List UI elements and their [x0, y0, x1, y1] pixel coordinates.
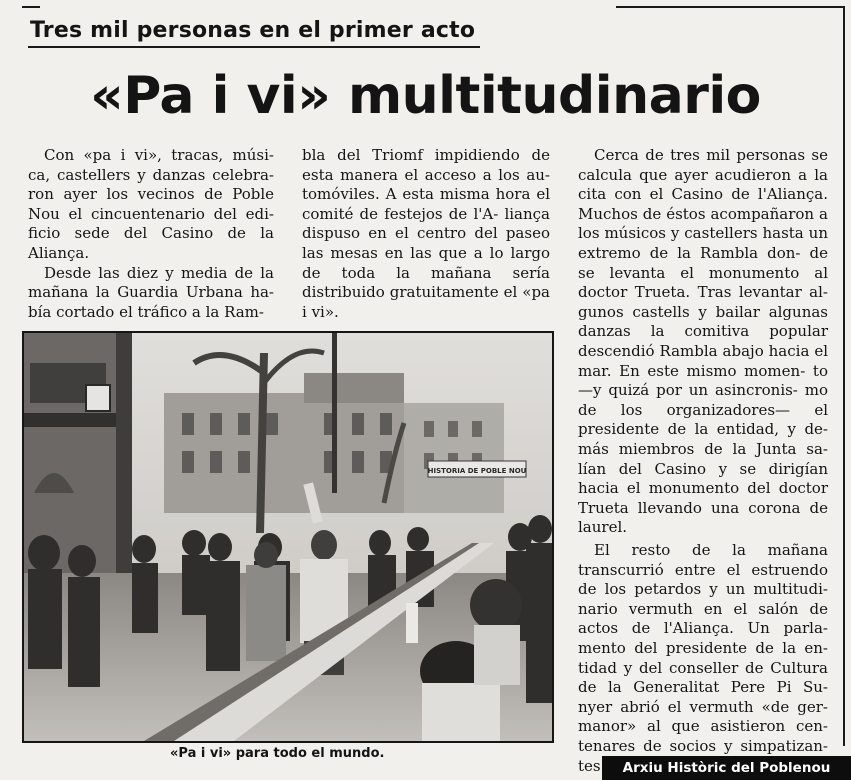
paragraph: bla del Triomf impidiendo de esta manera el acceso a los au- tomóviles. A esta misma hora el comité de festejos de l'A- liança dispuso en el centro del paseo las mesas en las que a lo largo de toda la mañana sería distribuido gratuitamente el «pa i vi». [302, 146, 550, 321]
photo-illustration [24, 333, 552, 741]
photo-banner-text: HISTORIA DE POBLE NOU [427, 467, 527, 475]
column-1 [28, 146, 274, 322]
top-rule-right [616, 6, 845, 8]
top-rule-left [22, 6, 40, 8]
paragraph: Desde las diez y media de la mañana la Guardia Urbana ha- bía cortado el tráfico a la Ram- [28, 263, 274, 321]
paragraph: Con «pa i vi», tracas, músi- ca, castellers y danzas celebra- ron ayer los vecinos de Poble Nou el cincuentenario del edi- ficio sede del Casino de la Aliança. [28, 146, 274, 262]
photo-caption: «Pa i vi» para todo el mundo. [170, 746, 385, 761]
column-2 [302, 146, 550, 322]
news-photo [22, 331, 554, 743]
kicker-heading: Tres mil personas en el primer acto [30, 18, 476, 43]
archive-watermark: Arxiu Històric del Poblenou [602, 756, 851, 780]
paragraph: Cerca de tres mil personas se calcula que ayer acudieron a la cita con el Casino de l'Aliança. Muchos de éstos acompañaron a los músicos y castellers hasta un extremo de la Rambla don- de se levanta el monumento al doctor Trueta. Tras levantar al- gunos castells y bailar algunas danzas la comitiva popular descendió Rambla abajo hacia el mar. En este mismo momen- to —y quizá por un asincronis- mo de los organizadores— el presidente de la entidad, y de- más miembros de la Junta sa- lían del Casino y se dirigían hacia el monumento del doctor Trueta llevando una corona de laurel. [578, 146, 828, 537]
column-3 [578, 146, 828, 538]
headline: «Pa i vi» multitudinario [90, 66, 761, 126]
column-3-continued [578, 541, 828, 776]
kicker-underline [28, 46, 480, 48]
paragraph: El resto de la mañana transcurrió entre el estruendo de los petardos y un multitudi- nario vermuth en el salón de actos de l'Aliança. Un parla- mento del presidente de la en- tidad y del conseller de Cultura de la Generalitat Pere Pi Su- nyer abrió el vermuth «de ger- manor» al que asistieron cen- tenares de socios y simpatizan- tes [578, 541, 828, 775]
